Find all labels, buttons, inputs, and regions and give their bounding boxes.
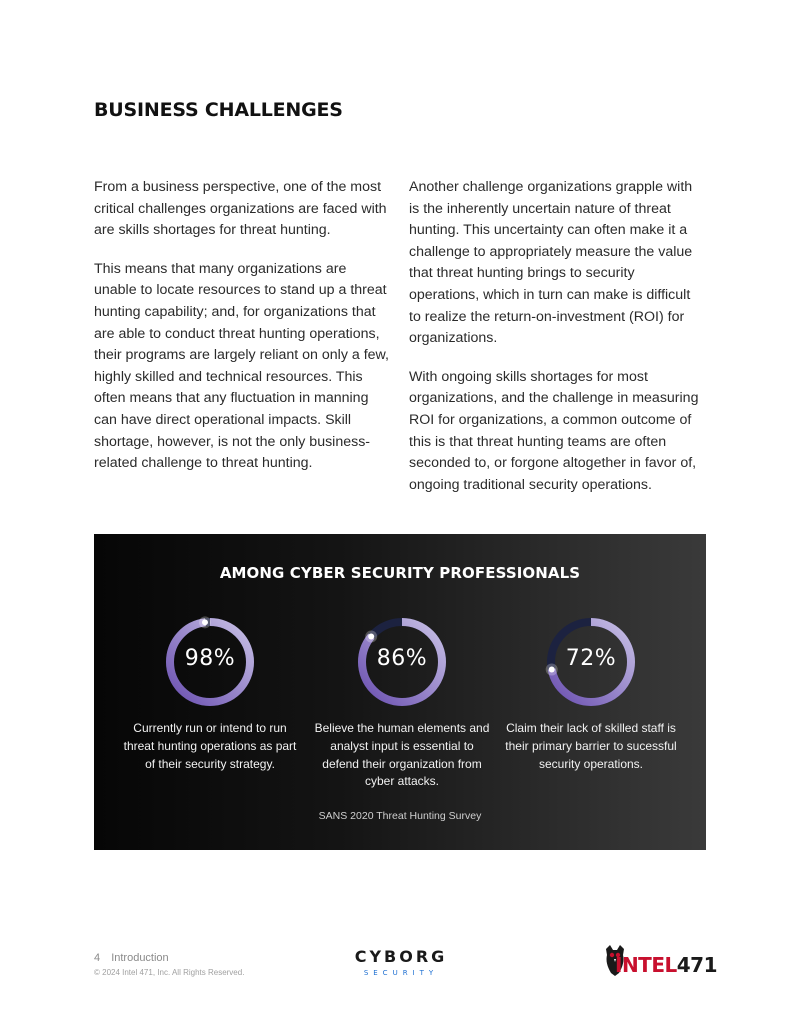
left-paragraph-2: This means that many organizations are unable to locate resources to stand up a threat hunting capability; and, for organizations that are able to conduct threat hunting operations, their programs are largely reliant on only a few, highly skilled and technical resources. This often means that any fluctuation in manning can have direct operational impacts. Skill shortage, however, is not the only business-related challenge to threat hunting.: [94, 260, 389, 472]
stats-panel-title: AMONG CYBER SECURITY PROFESSIONALS: [219, 564, 581, 582]
stat-description: Claim their lack of skilled staff is their primary barrier to sucessful security operations.: [505, 721, 677, 771]
cyborg-logo-wordmark: CYBORG: [354, 947, 448, 966]
stats-source: SANS 2020 Threat Hunting Survey: [318, 810, 482, 822]
section-name: Introduction: [111, 952, 169, 964]
left-paragraph-1: From a business perspective, one of the most critical challenges organizations are faced with are skills shortages for threat hunting.: [94, 179, 387, 239]
stat-card: [120, 614, 300, 773]
cyborg-logo-subtitle: SECURITY: [363, 969, 439, 977]
stat-card: [501, 614, 681, 773]
right-paragraph-1: Another challenge organizations grapple with is the inherently uncertain nature of threat hunting. This uncertainty can often make it a challenge to appropriately measure the value that threat hunting brings to security operations, which in turn can make is difficult to realize the return-on-investment (ROI) for organizations.: [409, 179, 693, 347]
ring-end-dot: [368, 634, 374, 640]
right-column: [409, 177, 705, 513]
page-heading: BUSINESS CHALLENGES: [94, 99, 343, 121]
copyright: © 2024 Intel 471, Inc. All Rights Reserved.: [94, 968, 245, 977]
footer-page-label: [94, 952, 169, 964]
stats-panel: [94, 534, 706, 850]
progress-ring: [543, 614, 639, 710]
stat-card: [312, 614, 492, 791]
ring-end-dot: [202, 619, 208, 625]
stat-value: 72%: [565, 646, 617, 671]
intel-logo-word: INTEL: [615, 953, 677, 977]
right-paragraph-2: With ongoing skills shortages for most organizations, and the challenge in measuring ROI for organizations, a common outcome of this is that threat hunting teams are often seconded to, or forgone altogether in favor of, ongoing traditional security operations.: [409, 368, 699, 493]
page-number: 4: [94, 952, 101, 964]
cyborg-security-logo: [340, 948, 462, 978]
intel-logo-number: 471: [676, 953, 717, 977]
intel471-wordmark: [615, 954, 717, 976]
progress-ring: [354, 614, 450, 710]
stat-description: Currently run or intend to run threat hunting operations as part of their security strategy.: [123, 721, 297, 771]
intel471-logo: [603, 943, 717, 977]
stat-description: Believe the human elements and analyst input is essential to defend their organization from cyber attacks.: [314, 721, 490, 789]
stat-value: 86%: [376, 646, 428, 671]
progress-ring: [162, 614, 258, 710]
left-column: [94, 177, 390, 492]
stat-value: 98%: [184, 646, 236, 671]
